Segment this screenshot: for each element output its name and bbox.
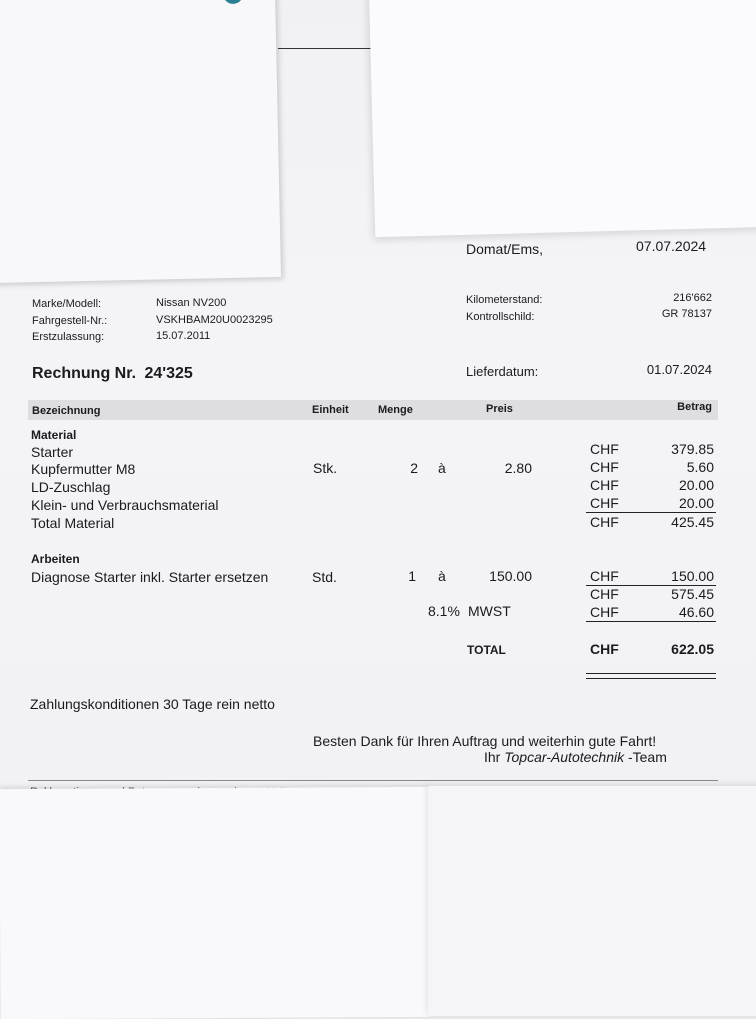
item-qty: 1 <box>408 568 416 584</box>
item-currency: CHF <box>590 459 619 475</box>
material-total-amount: 425.45 <box>671 514 714 530</box>
delivery-value: 01.07.2024 <box>646 362 712 377</box>
subtotal-amount: 575.45 <box>671 586 714 602</box>
registration-label: Erstzulassung: <box>32 331 105 343</box>
item-amount: 379.85 <box>671 441 714 457</box>
registration-value: 15.07.2011 <box>156 330 211 342</box>
item-price: 150.00 <box>489 568 532 584</box>
item-currency: CHF <box>590 477 619 493</box>
overlapping-letterhead-sheet <box>0 0 281 283</box>
item-currency: CHF <box>590 568 619 584</box>
item-qty: 2 <box>410 460 418 476</box>
invoice-date: 07.07.2024 <box>636 238 707 254</box>
item-amount: 20.00 <box>678 495 714 511</box>
team-suffix: -Team <box>624 749 667 765</box>
col-price: Preis <box>486 403 513 415</box>
divider-line <box>278 48 372 49</box>
item-unit: Std. <box>312 569 337 585</box>
col-amount: Betrag <box>677 401 712 413</box>
mileage-value: 216'662 <box>673 292 712 304</box>
mileage-label: Kilometerstand: <box>466 294 543 306</box>
invoice-place: Domat/Ems, <box>466 241 544 257</box>
chassis-value: VSKHBAM20U0023295 <box>156 314 273 326</box>
plate-label: Kontrollschild: <box>466 311 535 323</box>
item-currency: CHF <box>590 495 619 511</box>
thanks-line: Besten Dank für Ihren Auftrag und weiterhin gute Fahrt! <box>313 733 657 749</box>
grand-total-label: TOTAL <box>467 643 506 657</box>
invoice-title <box>32 365 193 383</box>
item-unit: Stk. <box>313 460 338 476</box>
item-at: à <box>438 568 446 584</box>
total-double-rule <box>586 673 716 679</box>
item-name: LD-Zuschlag <box>31 479 111 495</box>
footer-rule <box>28 780 718 781</box>
item-currency: CHF <box>590 441 619 457</box>
overlapping-bottom-sheet-left <box>0 787 431 1019</box>
team-name: Topcar-Autotechnik <box>504 749 625 765</box>
item-name: Kupfermutter M8 <box>31 461 136 477</box>
item-amount: 20.00 <box>678 477 714 493</box>
table-header-bar <box>28 400 718 420</box>
invoice-label: Rechnung Nr. <box>32 365 137 382</box>
item-at: à <box>438 460 446 476</box>
chassis-label: Fahrgestell-Nr.: <box>32 315 108 327</box>
grand-total-amount: 622.05 <box>671 641 714 657</box>
item-name: Starter <box>31 444 74 460</box>
team-prefix: Ihr <box>484 749 505 765</box>
subtotal-currency: CHF <box>590 586 619 602</box>
col-quantity: Menge <box>378 404 413 416</box>
col-designation: Bezeichnung <box>32 405 101 417</box>
payment-terms: Zahlungskonditionen 30 Tage rein netto <box>30 696 275 712</box>
make-value: Nissan NV200 <box>156 297 227 309</box>
subtotal-rule <box>586 621 716 622</box>
vat-rate: 8.1% <box>428 603 460 619</box>
vat-currency: CHF <box>590 604 619 620</box>
material-total-label: Total Material <box>31 515 115 531</box>
item-name: Klein- und Verbrauchsmaterial <box>31 497 219 513</box>
company-logo-icon <box>223 0 243 4</box>
material-total-currency: CHF <box>590 514 619 530</box>
vat-label: MWST <box>468 603 511 619</box>
item-amount: 150.00 <box>671 568 714 584</box>
plate-value: GR 78137 <box>661 308 712 320</box>
delivery-label: Lieferdatum: <box>466 364 539 379</box>
grand-total-currency: CHF <box>590 641 619 657</box>
invoice-number: 24'325 <box>144 365 193 382</box>
item-amount: 5.60 <box>686 459 714 475</box>
vat-amount: 46.60 <box>678 604 714 620</box>
make-label: Marke/Modell: <box>32 298 102 310</box>
item-name: Diagnose Starter inkl. Starter ersetzen <box>31 569 269 585</box>
overlapping-bottom-sheet-right <box>428 786 756 1016</box>
col-unit: Einheit <box>312 404 349 416</box>
overlapping-address-sheet <box>369 0 756 237</box>
item-price: 2.80 <box>504 460 532 476</box>
section-heading-material: Material <box>31 428 77 442</box>
section-heading-work: Arbeiten <box>31 552 80 566</box>
team-signoff <box>484 749 667 765</box>
subtotal-rule <box>586 512 716 513</box>
